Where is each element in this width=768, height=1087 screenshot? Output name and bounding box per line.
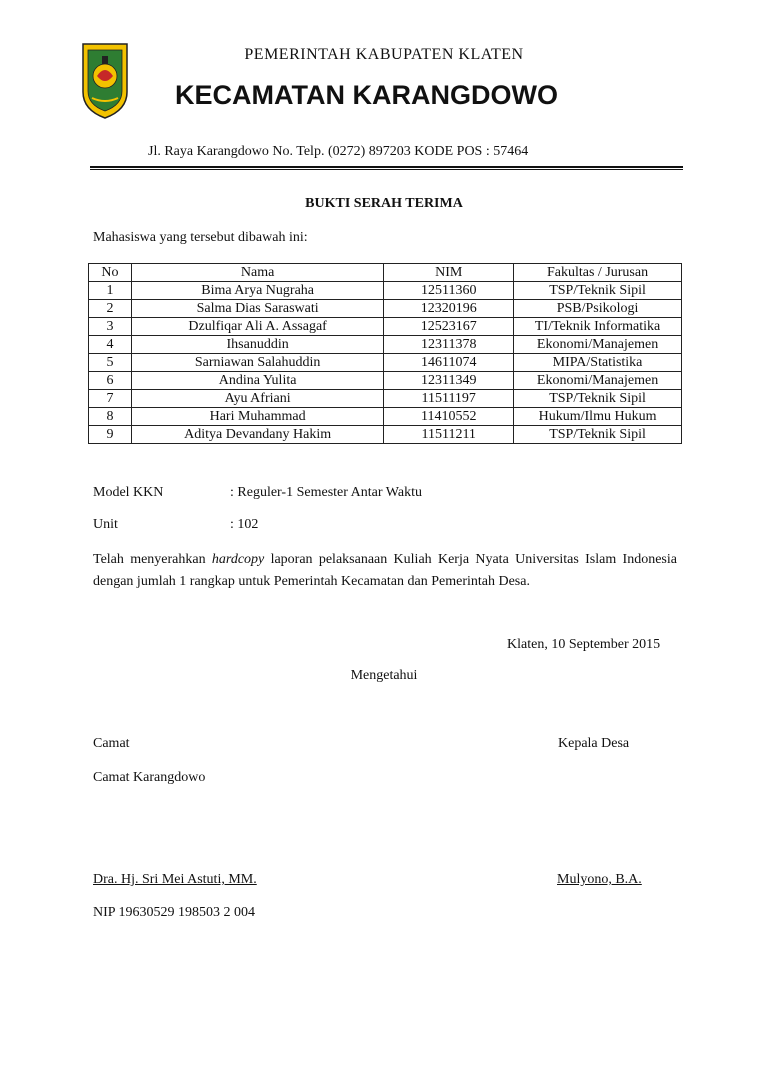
- cell-name: Dzulfiqar Ali A. Assagaf: [131, 318, 383, 336]
- cell-nim: 12311378: [384, 336, 514, 354]
- table-row: [89, 426, 682, 444]
- cell-no: 6: [89, 372, 132, 390]
- table-row: [89, 282, 682, 300]
- table-row: [89, 300, 682, 318]
- cell-no: 3: [89, 318, 132, 336]
- cell-nim: 12523167: [384, 318, 514, 336]
- cell-name: Sarniawan Salahuddin: [131, 354, 383, 372]
- column-header-faculty: Fakultas / Jurusan: [514, 264, 682, 282]
- kkn-model-label: Model KKN: [93, 485, 164, 500]
- header-divider: [90, 166, 683, 170]
- left-signer-title: Camat: [93, 736, 130, 751]
- intro-text: Mahasiswa yang tersebut dibawah ini:: [93, 230, 308, 245]
- document-title: BUKTI SERAH TERIMA: [305, 196, 463, 211]
- student-table: [88, 263, 682, 444]
- cell-name: Bima Arya Nugraha: [131, 282, 383, 300]
- government-name: PEMERINTAH KABUPATEN KLATEN: [244, 46, 524, 63]
- cell-name: Aditya Devandany Hakim: [131, 426, 383, 444]
- column-header-nim: NIM: [384, 264, 514, 282]
- left-signer-nip: NIP 19630529 198503 2 004: [93, 905, 256, 920]
- cell-name: Ayu Afriani: [131, 390, 383, 408]
- right-signer-title: Kepala Desa: [558, 736, 630, 751]
- column-header-name: Nama: [131, 264, 383, 282]
- unit-value: : 102: [230, 517, 259, 532]
- right-signer-name: Mulyono, B.A.: [557, 872, 642, 887]
- office-address: Jl. Raya Karangdowo No. Telp. (0272) 897203 KODE POS : 57464: [148, 144, 529, 159]
- table-row: [89, 390, 682, 408]
- cell-no: 5: [89, 354, 132, 372]
- unit-label: Unit: [93, 517, 118, 532]
- statement-emphasis: hardcopy: [211, 552, 265, 567]
- cell-faculty: PSB/Psikologi: [514, 300, 682, 318]
- table-header-row: [89, 264, 682, 282]
- cell-name: Andina Yulita: [131, 372, 383, 390]
- table-row: [89, 408, 682, 426]
- column-header-no: No: [89, 264, 132, 282]
- cell-nim: 12311349: [384, 372, 514, 390]
- cell-nim: 11511211: [384, 426, 514, 444]
- cell-faculty: TSP/Teknik Sipil: [514, 390, 682, 408]
- cell-faculty: TSP/Teknik Sipil: [514, 426, 682, 444]
- handover-statement: [93, 549, 677, 593]
- cell-faculty: Hukum/Ilmu Hukum: [514, 408, 682, 426]
- cell-no: 4: [89, 336, 132, 354]
- cell-name: Hari Muhammad: [131, 408, 383, 426]
- cell-nim: 11511197: [384, 390, 514, 408]
- table-row: [89, 372, 682, 390]
- cell-faculty: Ekonomi/Manajemen: [514, 372, 682, 390]
- cell-name: Ihsanuddin: [131, 336, 383, 354]
- cell-nim: 14611074: [384, 354, 514, 372]
- acknowledged-label: Mengetahui: [350, 668, 418, 683]
- cell-faculty: TSP/Teknik Sipil: [514, 282, 682, 300]
- cell-nim: 11410552: [384, 408, 514, 426]
- left-signer-office: Camat Karangdowo: [93, 770, 206, 785]
- cell-no: 2: [89, 300, 132, 318]
- statement-text-end: laporan pelaksanaan Kuliah Kerja Nyata Universitas Islam Indonesia dengan jumlah 1 rangkap untuk Pemerintah Kecamatan dan Pemerintah Desa.: [93, 552, 677, 589]
- place-date: Klaten, 10 September 2015: [507, 637, 661, 652]
- cell-faculty: TI/Teknik Informatika: [514, 318, 682, 336]
- left-signer-name: Dra. Hj. Sri Mei Astuti, MM.: [93, 872, 257, 887]
- cell-faculty: MIPA/Statistika: [514, 354, 682, 372]
- cell-no: 8: [89, 408, 132, 426]
- cell-no: 7: [89, 390, 132, 408]
- cell-nim: 12320196: [384, 300, 514, 318]
- statement-text-start: Telah menyerahkan: [93, 552, 212, 567]
- cell-nim: 12511360: [384, 282, 514, 300]
- table-row: [89, 336, 682, 354]
- kkn-model-value: : Reguler-1 Semester Antar Waktu: [230, 485, 422, 500]
- cell-faculty: Ekonomi/Manajemen: [514, 336, 682, 354]
- table-row: [89, 354, 682, 372]
- table-row: [89, 318, 682, 336]
- office-name-heading: KECAMATAN KARANGDOWO: [175, 80, 558, 110]
- cell-no: 1: [89, 282, 132, 300]
- cell-no: 9: [89, 426, 132, 444]
- cell-name: Salma Dias Saraswati: [131, 300, 383, 318]
